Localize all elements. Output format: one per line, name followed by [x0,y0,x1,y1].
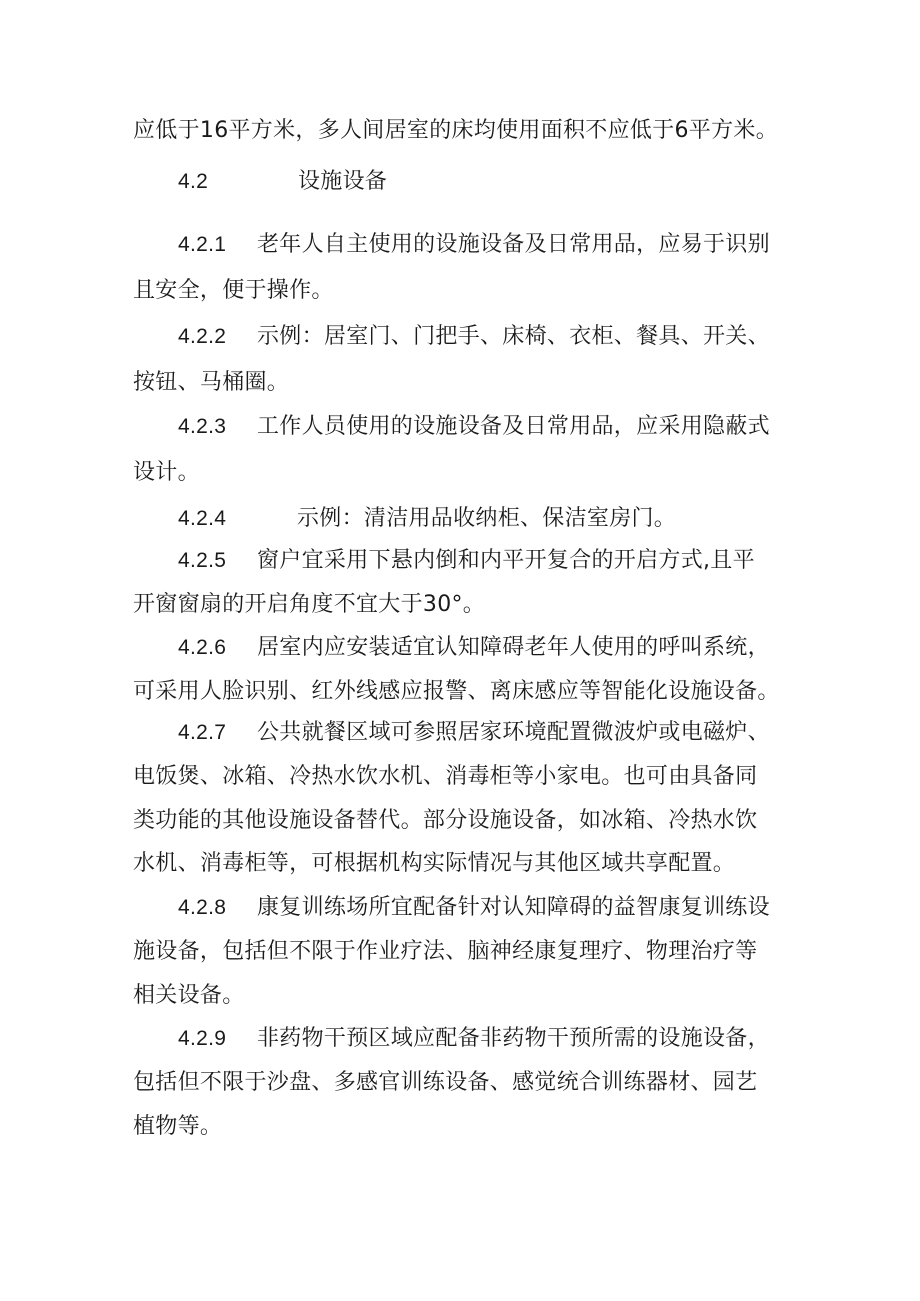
clause-4-2-7: 4.2.7 公共就餐区域可参照居家环境配置微波炉或电磁炉、 [178,720,770,745]
clause-4-2-5-cont: 开窗窗扇的开启角度不宜大于30°。 [133,592,486,617]
section-number: 4.2 [178,170,209,193]
clause-4-2-4: 4.2.4 示例：清洁用品收纳柜、保洁室房门。 [178,506,677,531]
section-heading [178,167,387,197]
clause-4-2-9-cont-1: 包括但不限于沙盘、多感官训练设备、感觉统合训练器材、园艺 [133,1070,758,1095]
section-title: 设施设备 [298,169,388,194]
clause-4-2-8-cont-2: 相关设备。 [133,983,245,1008]
clause-4-2-7-cont-1: 电饭煲、冰箱、冷热水饮水机、消毒柜等小家电。也可由具备同 [133,764,758,789]
clause-4-2-1-cont: 且安全，便于操作。 [133,278,334,303]
clause-4-2-5: 4.2.5 窗户宜采用下悬内倒和内平开复合的开启方式,且平 [178,548,755,573]
clause-4-2-2-cont: 按钮、马桶圈。 [133,370,290,395]
clause-4-2-7-cont-3: 水机、消毒柜等，可根据机构实际情况与其他区域共享配置。 [133,851,736,876]
clause-4-2-7-cont-2: 类功能的其他设施设备替代。部分设施设备，如冰箱、冷热水饮 [133,808,758,833]
clause-4-2-9-cont-2: 植物等。 [133,1114,223,1139]
clause-4-2-6-cont: 可采用人脸识别、红外线感应报警、离床感应等智能化设施设备。 [133,679,780,704]
continuation-line: 应低于16平方米，多人间居室的床均使用面积不应低于6平方米。 [133,118,778,143]
clause-4-2-1: 4.2.1 老年人自主使用的设施设备及日常用品，应易于识别 [178,232,770,257]
clause-4-2-3: 4.2.3 工作人员使用的设施设备及日常用品，应采用隐蔽式 [178,414,770,439]
clause-4-2-6: 4.2.6 居室内应安装适宜认知障碍老年人使用的呼叫系统， [178,635,770,660]
clause-4-2-3-cont: 设计。 [133,460,200,485]
clause-4-2-9: 4.2.9 非药物干预区域应配备非药物干预所需的设施设备， [178,1026,770,1051]
clause-4-2-8-cont-1: 施设备，包括但不限于作业疗法、脑神经康复理疗、物理治疗等 [133,939,758,964]
clause-4-2-2: 4.2.2 示例：居室门、门把手、床椅、衣柜、餐具、开关、 [178,324,770,349]
clause-4-2-8: 4.2.8 康复训练场所宜配备针对认知障碍的益智康复训练设 [178,895,770,920]
